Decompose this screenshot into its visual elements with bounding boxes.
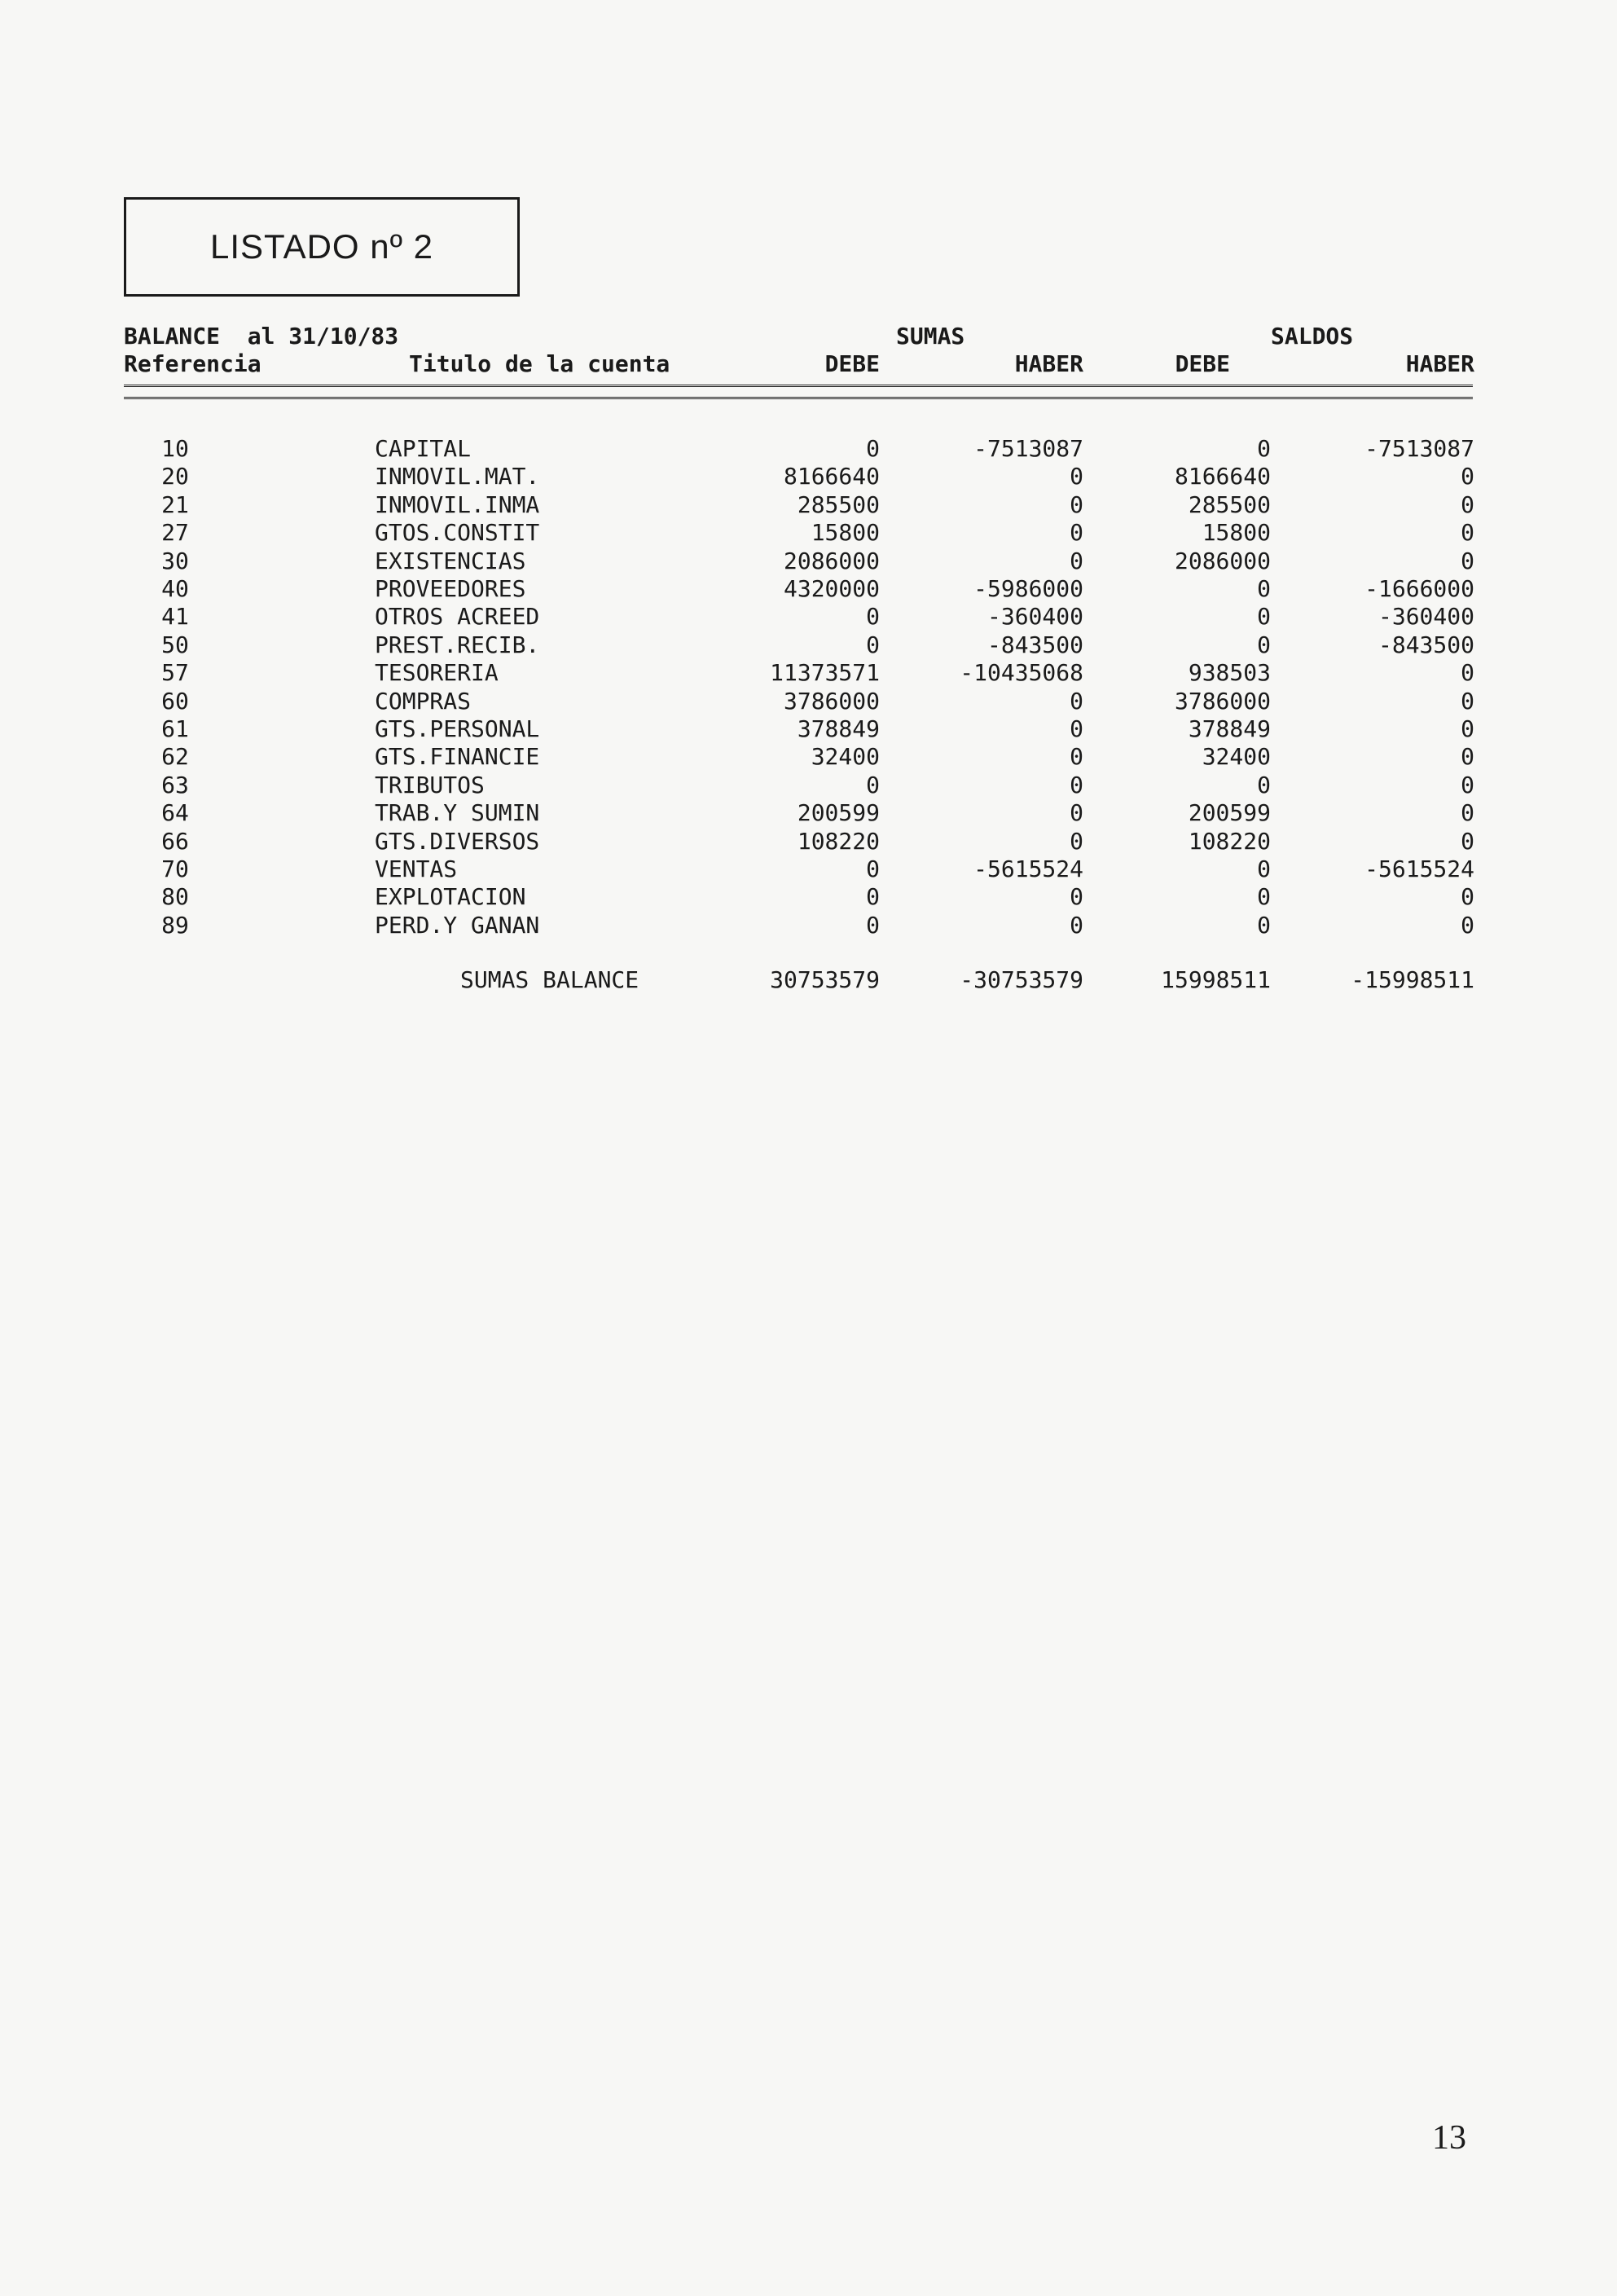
saldos-group-header: SALDOS — [1271, 323, 1354, 350]
saldos-debe-cell: 0 — [1257, 603, 1271, 631]
saldos-haber-cell: -7513087 — [1364, 435, 1474, 462]
account-title: COMPRAS — [375, 687, 472, 715]
sumas-debe-cell: 0 — [866, 883, 880, 911]
account-ref: 27 — [161, 519, 189, 547]
sumas-haber-cell: -5986000 — [973, 575, 1083, 602]
sumas-haber-cell: -10435068 — [960, 659, 1083, 687]
saldos-debe-cell: 108220 — [1188, 827, 1271, 855]
sumas-haber-cell: -843500 — [986, 631, 1083, 658]
account-title: TRAB.Y SUMIN — [375, 799, 540, 827]
saldos-haber-cell: -1666000 — [1364, 575, 1474, 602]
table-row — [0, 603, 1617, 631]
saldos-haber-cell: 0 — [1461, 715, 1474, 742]
saldos-haber-cell: 0 — [1461, 490, 1474, 518]
listing-title-box — [124, 197, 520, 297]
account-title: GTS.DIVERSOS — [375, 827, 540, 855]
table-row — [0, 631, 1617, 659]
table-row — [0, 772, 1617, 799]
saldos-haber-cell: 0 — [1461, 519, 1474, 547]
saldos-haber-cell: 0 — [1461, 659, 1474, 687]
account-ref: 10 — [161, 435, 189, 462]
sumas-haber-cell: 0 — [1070, 743, 1083, 771]
account-ref: 21 — [161, 490, 189, 518]
sumas-debe-cell: 0 — [866, 603, 880, 631]
sumas-debe-cell: 0 — [866, 911, 880, 939]
account-title: GTS.PERSONAL — [375, 715, 540, 742]
account-title: GTS.FINANCIE — [375, 743, 540, 771]
account-title: INMOVIL.MAT. — [375, 463, 540, 490]
account-ref: 20 — [161, 463, 189, 490]
sumas-debe-cell: 11373571 — [770, 659, 880, 687]
table-row — [0, 548, 1617, 575]
account-ref: 40 — [161, 575, 189, 602]
listing-title: LISTADO nº 2 — [210, 227, 433, 266]
saldos-haber-cell: 0 — [1461, 799, 1474, 827]
saldos-haber-cell: 0 — [1461, 743, 1474, 771]
account-title: TRIBUTOS — [375, 771, 485, 798]
header-double-rule — [124, 385, 1473, 399]
saldos-debe-cell: 0 — [1257, 575, 1271, 602]
totals-label: SUMAS BALANCE — [460, 966, 639, 993]
saldos-debe-cell: 0 — [1257, 631, 1271, 658]
sumas-debe-cell: 3786000 — [783, 687, 880, 715]
sumas-debe-cell: 32400 — [811, 743, 880, 771]
sumas-haber-cell: 0 — [1070, 771, 1083, 798]
sumas-haber-cell: 0 — [1070, 519, 1083, 547]
sumas-debe-cell: 200599 — [797, 799, 880, 827]
saldos-debe-cell: 0 — [1257, 771, 1271, 798]
totals-sumas-haber: -30753579 — [960, 966, 1083, 993]
account-title: EXPLOTACION — [375, 883, 526, 911]
column-header-saldos-debe: DEBE — [1175, 350, 1230, 377]
account-ref: 61 — [161, 715, 189, 742]
page-number: 13 — [1432, 2119, 1466, 2157]
account-ref: 57 — [161, 659, 189, 687]
sumas-haber-cell: -360400 — [986, 603, 1083, 631]
account-ref: 60 — [161, 687, 189, 715]
saldos-debe-cell: 8166640 — [1174, 463, 1271, 490]
saldos-debe-cell: 378849 — [1188, 715, 1271, 742]
totals-sumas-debe: 30753579 — [770, 966, 880, 993]
table-row — [0, 435, 1617, 463]
saldos-debe-cell: 32400 — [1202, 743, 1271, 771]
sumas-haber-cell: -5615524 — [973, 856, 1083, 882]
totals-row — [0, 966, 1617, 994]
saldos-debe-cell: 0 — [1257, 435, 1271, 462]
saldos-debe-cell: 285500 — [1188, 490, 1271, 518]
saldos-debe-cell: 0 — [1257, 911, 1271, 939]
sumas-haber-cell: 0 — [1070, 827, 1083, 855]
sumas-haber-cell: -7513087 — [973, 435, 1083, 462]
totals-saldos-haber: -15998511 — [1351, 966, 1474, 993]
sumas-haber-cell: 0 — [1070, 799, 1083, 827]
column-header-referencia: Referencia — [124, 350, 261, 377]
column-header-sumas-haber: HABER — [1014, 350, 1083, 377]
account-ref: 66 — [161, 827, 189, 855]
account-ref: 80 — [161, 883, 189, 911]
account-title: PERD.Y GANAN — [375, 911, 540, 939]
saldos-debe-cell: 0 — [1257, 883, 1271, 911]
sumas-haber-cell: 0 — [1070, 490, 1083, 518]
sumas-haber-cell: 0 — [1070, 715, 1083, 742]
account-ref: 64 — [161, 799, 189, 827]
sumas-haber-cell: 0 — [1070, 547, 1083, 574]
table-row — [0, 856, 1617, 883]
table-row — [0, 799, 1617, 827]
sumas-haber-cell: 0 — [1070, 883, 1083, 911]
account-ref: 50 — [161, 631, 189, 658]
sumas-debe-cell: 0 — [866, 435, 880, 462]
table-row — [0, 659, 1617, 687]
table-row — [0, 575, 1617, 603]
column-header-saldos-haber: HABER — [1405, 350, 1474, 377]
column-header-titulo: Titulo de la cuenta — [409, 350, 670, 377]
sumas-haber-cell: 0 — [1070, 463, 1083, 490]
sumas-haber-cell: 0 — [1070, 687, 1083, 715]
saldos-debe-cell: 15800 — [1202, 519, 1271, 547]
table-row — [0, 743, 1617, 771]
account-title: TESORERIA — [375, 659, 499, 687]
account-ref: 63 — [161, 771, 189, 798]
saldos-haber-cell: -843500 — [1378, 631, 1474, 658]
saldos-debe-cell: 200599 — [1188, 799, 1271, 827]
account-ref: 70 — [161, 856, 189, 882]
sumas-haber-cell: 0 — [1070, 911, 1083, 939]
saldos-debe-cell: 0 — [1257, 856, 1271, 882]
sumas-debe-cell: 0 — [866, 856, 880, 882]
sumas-debe-cell: 8166640 — [783, 463, 880, 490]
table-row — [0, 519, 1617, 547]
saldos-haber-cell: 0 — [1461, 827, 1474, 855]
sumas-debe-cell: 0 — [866, 631, 880, 658]
account-title: PROVEEDORES — [375, 575, 526, 602]
saldos-haber-cell: 0 — [1461, 771, 1474, 798]
account-title: EXISTENCIAS — [375, 547, 526, 574]
account-title: VENTAS — [375, 856, 458, 882]
saldos-haber-cell: 0 — [1461, 883, 1474, 911]
saldos-debe-cell: 3786000 — [1174, 687, 1271, 715]
sumas-debe-cell: 285500 — [797, 490, 880, 518]
sumas-debe-cell: 15800 — [811, 519, 880, 547]
account-ref: 62 — [161, 743, 189, 771]
saldos-debe-cell: 2086000 — [1174, 547, 1271, 574]
balance-date-label: BALANCE al 31/10/83 — [124, 323, 399, 350]
account-title: GTOS.CONSTIT — [375, 519, 540, 547]
sumas-debe-cell: 0 — [866, 771, 880, 798]
sumas-group-header: SUMAS — [896, 323, 965, 350]
saldos-haber-cell: 0 — [1461, 687, 1474, 715]
account-ref: 41 — [161, 603, 189, 631]
account-title: PREST.RECIB. — [375, 631, 540, 658]
table-row — [0, 688, 1617, 715]
totals-saldos-debe: 15998511 — [1161, 966, 1271, 993]
table-row — [0, 883, 1617, 911]
table-row — [0, 715, 1617, 743]
saldos-haber-cell: 0 — [1461, 911, 1474, 939]
account-title: OTROS ACREED — [375, 603, 540, 631]
table-row — [0, 828, 1617, 856]
saldos-haber-cell: -360400 — [1378, 603, 1474, 631]
sumas-debe-cell: 378849 — [797, 715, 880, 742]
sumas-debe-cell: 2086000 — [783, 547, 880, 574]
table-row — [0, 463, 1617, 490]
sumas-debe-cell: 4320000 — [783, 575, 880, 602]
column-header-sumas-debe: DEBE — [824, 350, 880, 377]
table-row — [0, 491, 1617, 519]
account-title: INMOVIL.INMA — [375, 490, 540, 518]
saldos-haber-cell: 0 — [1461, 463, 1474, 490]
saldos-haber-cell: -5615524 — [1364, 856, 1474, 882]
saldos-debe-cell: 938503 — [1188, 659, 1271, 687]
account-ref: 30 — [161, 547, 189, 574]
saldos-haber-cell: 0 — [1461, 547, 1474, 574]
account-title: CAPITAL — [375, 435, 472, 462]
table-row — [0, 912, 1617, 939]
sumas-debe-cell: 108220 — [797, 827, 880, 855]
account-ref: 89 — [161, 911, 189, 939]
